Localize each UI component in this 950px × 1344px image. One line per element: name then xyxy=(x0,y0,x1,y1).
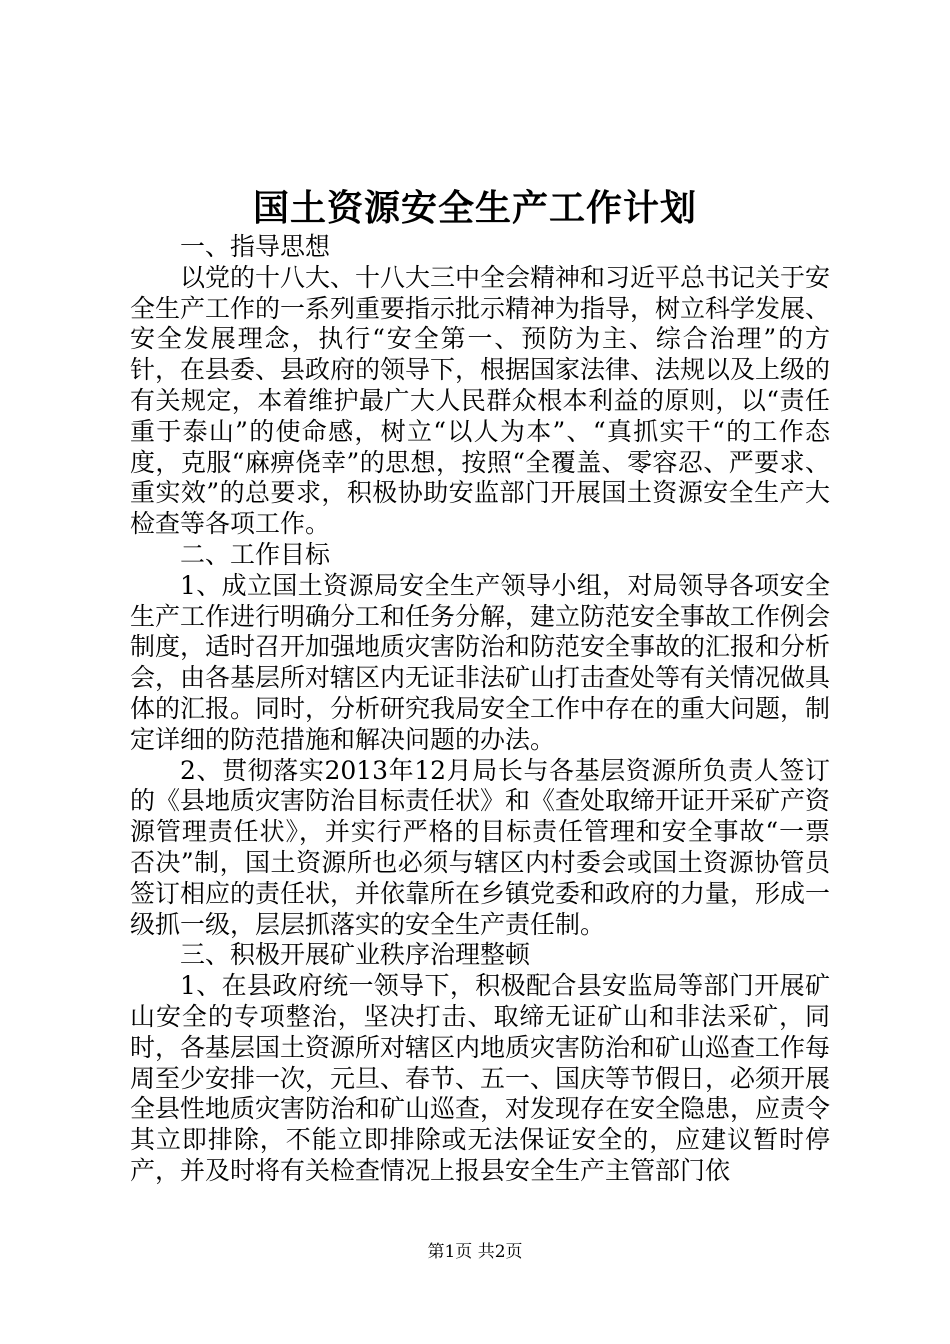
section-heading-guiding-ideology: 一、指导思想 xyxy=(180,232,331,261)
paragraph-work-goals-1: 1、成立国土资源局安全生产领导小组，对局领导各项安全生产工作进行明确分工和任务分解，建立防范安全事故工作例会制度，适时召开加强地质灾害防治和防范安全事故的汇报和分析会，由各基层所对辖区内无证非法矿山打击查处等有关情况做具体的汇报。同时，分析研究我局安全工作中存在的重大问题，制定详细的防范措施和解决问题的办法。 xyxy=(130,570,831,754)
document-body xyxy=(130,232,830,1187)
section-heading-work-goals: 二、工作目标 xyxy=(180,539,331,569)
section-heading-mining-order: 三、积极开展矿业秩序治理整顿 xyxy=(180,940,531,970)
paragraph-guiding-ideology: 以党的十八大、十八大三中全会精神和习近平总书记关于安全生产工作的一系列重要指示批示精神为指导，树立科学发展、安全发展理念，执行“安全第一、预防为主、综合治理”的方针，在县委、县政府的领导下，根据国家法律、法规以及上级的有关规定，本着维护最广大人民群众根本利益的原则，以“责任重于泰山”的使命感，树立“以人为本”、“真抓实干“的工作态度，克服“麻痹侥幸”的思想，按照“全覆盖、零容忍、严要求、重实效”的总要求，积极协助安监部门开展国土资源安全生产大检查等各项工作。 xyxy=(130,262,831,539)
paragraph-mining-order-1: 1、在县政府统一领导下，积极配合县安监局等部门开展矿山安全的专项整治，坚决打击、取缔无证矿山和非法采矿，同时，各基层国土资源所对辖区内地质灾害防治和矿山巡查工作每周至少安排一次，元旦、春节、五一、国庆等节假日，必须开展全县性地质灾害防治和矿山巡查，对发现存在安全隐患，应责令其立即排除，不能立即排除或无法保证安全的，应建议暂时停产，并及时将有关检查情况上报县安全生产主管部门依 xyxy=(130,971,831,1185)
paragraph-work-goals-2: 2、贯彻落实2013年12月局长与各基层资源所负责人签订的《县地质灾害防治目标责任状》和《查处取缔开证开采矿产资源管理责任状》，并实行严格的目标责任管理和安全事故“一票否决”制，国土资源所也必须与辖区内村委会或国土资源协管员签订相应的责任状，并依靠所在乡镇党委和政府的力量，形成一级抓一级，层层抓落实的安全生产责任制。 xyxy=(130,755,831,939)
document-title: 国土资源安全生产工作计划 xyxy=(252,187,697,229)
page-footer: 第1页 共2页 xyxy=(427,1242,523,1262)
